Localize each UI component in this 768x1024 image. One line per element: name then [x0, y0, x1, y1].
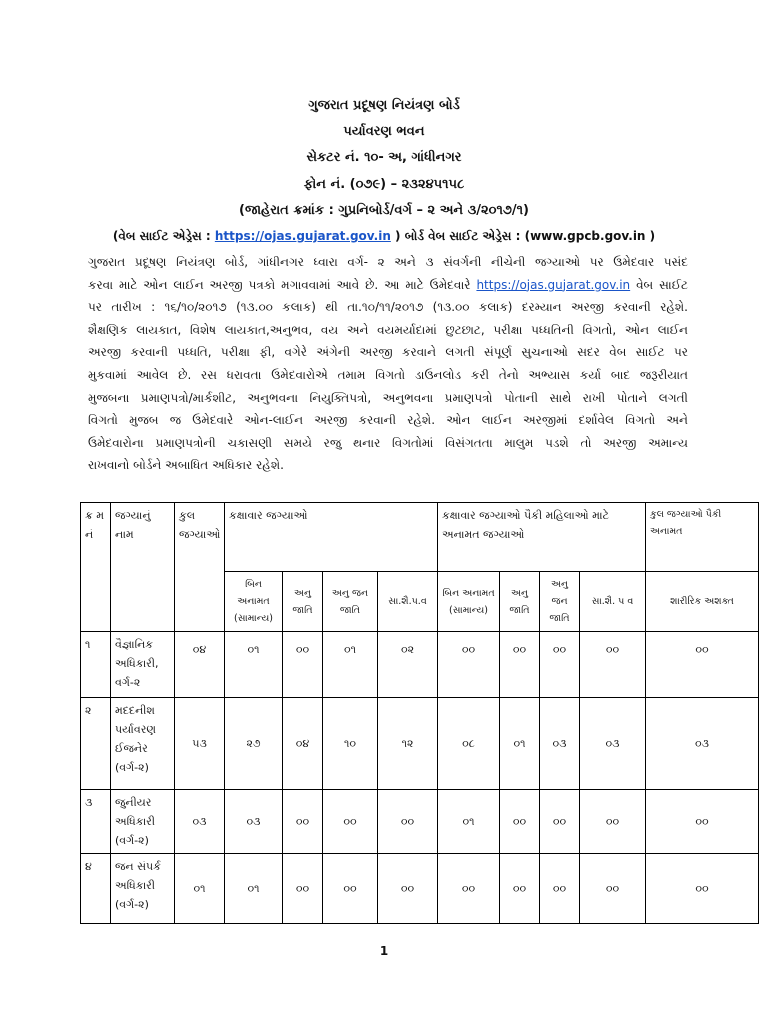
paragraph-line: પર તારીખ : ૧૬/૧૦/૨૦૧૭ (૧૩.૦૦ કલાક) થી તા.૧૦/૧૧/૨૦૧૭ (૧૩.૦૦ કલાક) દરમ્યાન અરજી કરવાની રહેશે.	[88, 300, 688, 315]
notice-paragraph	[88, 251, 688, 477]
cell-total: ૦૩	[175, 790, 225, 854]
cell-sc-women: ૦૦	[500, 790, 540, 854]
cell-sebc-women: ૦૦	[580, 632, 646, 698]
sub-sc: અનુ જાતિ	[283, 572, 323, 632]
cell-serial: ૧	[81, 632, 111, 698]
cell-st: ૦૧	[323, 632, 378, 698]
cell-st-women: ૦૦	[540, 790, 580, 854]
org-name: ગુજરાત પ્રદૂષણ નિયંત્રણ બોર્ડ	[308, 98, 460, 113]
header-serial: ક્ર મ નં	[81, 503, 111, 632]
sub-sc-women: અનુ જાતિ	[500, 572, 540, 632]
paragraph-text: કરવા માટે ઓન લાઈન અરજી પત્રકો મગાવવામાં આવે છે. આ માટે ઉમેદવારે	[88, 277, 477, 292]
gpcb-website: (www.gpcb.gov.in )	[524, 229, 656, 243]
cell-post: વૈજ્ઞાનિક અધિકારી, વર્ગ-૨	[111, 632, 175, 698]
cell-total: ૦૪	[175, 632, 225, 698]
website-line	[0, 229, 768, 244]
cell-serial: ૩	[81, 790, 111, 854]
cell-post: જન સંપર્ક અધિકારી (વર્ગ-૨)	[111, 854, 175, 924]
cell-sebc-women: ૦૦	[580, 790, 646, 854]
paragraph-line: ઉમેદવારોના પ્રમાણપત્રોની ચકાસણી સમયે રજુ થનાર વિગતોમાં વિસંગતતા માલુમ પડશે તો અરજી અમાન્ય	[88, 435, 688, 450]
cell-st: ૧૦	[323, 698, 378, 790]
header-total: કુલ જગ્યાઓ	[175, 503, 225, 632]
paragraph-line: મુજબના પ્રમાણપત્રો/માર્કશીટ, અનુભવના નિયુક્તિપત્રો, અનુભવના પ્રમાણપત્રો પોતાની સાથે રાખી પોતાને લગતી	[88, 390, 688, 405]
cell-post: મદદનીશ પર્યાવરણ ઈજનેર (વર્ગ-૨)	[111, 698, 175, 790]
cell-sc: ૦૦	[283, 790, 323, 854]
building-name: પર્યાવરણ ભવન	[343, 124, 425, 139]
cell-general-women: ૦૦	[438, 632, 500, 698]
cell-general-women: ૦૧	[438, 790, 500, 854]
board-website-label: ) બોર્ડ વેબ સાઈટ એડ્રેસ :	[390, 229, 525, 243]
advertisement-number: (જાહેરાત ક્રમાંક : ગુપ્રનિબોર્ડ/વર્ગ – ૨ અને ૩/૨૦૧૭/૧)	[239, 203, 529, 218]
table-row	[81, 632, 759, 698]
page-number: 1	[379, 944, 389, 958]
cell-st-women: ૦૩	[540, 698, 580, 790]
sub-disabled: શારીરિક અશક્ત	[646, 572, 759, 632]
paragraph-line	[88, 274, 688, 297]
cell-serial: ૪	[81, 854, 111, 924]
cell-st: ૦૦	[323, 854, 378, 924]
cell-sc-women: ૦૦	[500, 632, 540, 698]
paragraph-line: મુકવામાં આવેલ છે. રસ ધરાવતા ઉમેદવારોએ તમામ વિગતો ડાઉનલોડ કરી તેનો અભ્યાસ કર્યા બાદ જરૂરીયાત	[88, 367, 688, 382]
website-label: (વેબ સાઈટ એડ્રેસ :	[112, 229, 215, 243]
paragraph-line: રાખવાનો બોર્ડને અબાધિત અધિકાર રહેશે.	[88, 458, 284, 473]
cell-st-women: ૦૦	[540, 632, 580, 698]
phone: ફોન નં. (૦૭૯) – ૨૩૨૪૫૧૫૮	[303, 177, 465, 192]
cell-sebc: ૦૦	[378, 790, 438, 854]
cell-st: ૦૦	[323, 790, 378, 854]
cell-st-women: ૦૦	[540, 854, 580, 924]
ojas-link-inline[interactable]: https://ojas.gujarat.gov.in	[476, 277, 631, 292]
header-post: જગ્યાનું નામ	[111, 503, 175, 632]
paragraph-line: શૈક્ષણિક લાયકાત, વિશેષ લાયકાત,અનુભવ, વય અને વયમર્યાદામાં છુટછાટ, પરીક્ષા પધ્ધતિની વિગતો, ઓન લાઈન	[88, 322, 688, 337]
cell-general: ૦૧	[225, 854, 283, 924]
cell-sebc: ૦૨	[378, 632, 438, 698]
cell-general-women: ૦૦	[438, 854, 500, 924]
cell-sebc-women: ૦૦	[580, 854, 646, 924]
cell-sc: ૦૪	[283, 698, 323, 790]
sub-sebc: સા.શૈ.પ.વ	[378, 572, 438, 632]
cell-serial: ૨	[81, 698, 111, 790]
sub-st-women: અનુ જન જાતિ	[540, 572, 580, 632]
paragraph-line: ગુજરાત પ્રદૂષણ નિયંત્રણ બોર્ડ, ગાંધીનગર ધ્વારા વર્ગ- ૨ અને ૩ સંવર્ગની નીચેની જગ્યાઓ પર ઉમેદવાર પસંદ	[88, 255, 688, 269]
cell-sc-women: ૦૦	[500, 854, 540, 924]
table-row	[81, 790, 759, 854]
header-women: કક્ષાવાર જગ્યાઓ પૈકી મહિલાઓ માટે અનામત જગ્યાઓ	[438, 503, 646, 572]
cell-disabled: ૦૦	[646, 790, 759, 854]
cell-post: જુનીયર અધિકારી (વર્ગ-૨)	[111, 790, 175, 854]
cell-sc-women: ૦૧	[500, 698, 540, 790]
sub-sebc-women: સા.શૈ. પ વ	[580, 572, 646, 632]
cell-total: ૫૩	[175, 698, 225, 790]
sub-st: અનુ જન જાતિ	[323, 572, 378, 632]
ojas-link[interactable]: https://ojas.gujarat.gov.in	[214, 229, 391, 243]
cell-general: ૦૩	[225, 790, 283, 854]
table-header-row	[81, 503, 759, 572]
header-disabled: કુલ જગ્યાઓ પૈકી અનામત	[646, 503, 759, 572]
address: સેકટર નં. ૧૦- અ, ગાંધીનગર	[306, 150, 462, 165]
cell-sebc: ૧૨	[378, 698, 438, 790]
cell-sc: ૦૦	[283, 854, 323, 924]
cell-sc: ૦૦	[283, 632, 323, 698]
paragraph-text: વેબ સાઈટ	[630, 277, 688, 292]
paragraph-line: અરજી કરવાની પધ્ધતિ, પરીક્ષા ફી, વગેરે અંગેની અરજી કરવાને લગતી સંપૂર્ણ સુચનાઓ સદર વેબ સાઈટ પર	[88, 345, 688, 360]
cell-disabled: ૦૩	[646, 698, 759, 790]
paragraph-line: વિગતો મુજબ જ ઉમેદવારે ઓન-લાઈન અરજી કરવાની રહેશે. ઓન લાઈન અરજીમાં દર્શાવેલ વિગતો અને	[88, 413, 688, 428]
cell-total: ૦૧	[175, 854, 225, 924]
table-row	[81, 854, 759, 924]
cell-disabled: ૦૦	[646, 632, 759, 698]
cell-sebc-women: ૦૩	[580, 698, 646, 790]
vacancy-table	[80, 502, 759, 924]
cell-disabled: ૦૦	[646, 854, 759, 924]
table-row	[81, 698, 759, 790]
cell-general: ૦૧	[225, 632, 283, 698]
cell-general: ૨૭	[225, 698, 283, 790]
cell-general-women: ૦૮	[438, 698, 500, 790]
sub-general: બિન અનામત (સામાન્ય)	[225, 572, 283, 632]
cell-sebc: ૦૦	[378, 854, 438, 924]
sub-general-women: બિન અનામત (સામાન્ય)	[438, 572, 500, 632]
header-category: કક્ષાવાર જગ્યાઓ	[225, 503, 438, 572]
